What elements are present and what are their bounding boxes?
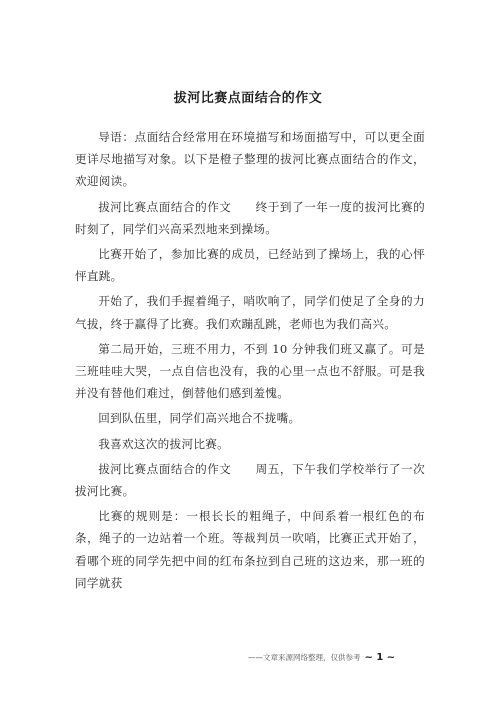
page-footer bbox=[248, 652, 395, 663]
document-title: 拔河比赛点面结合的作文 bbox=[173, 91, 323, 106]
paragraph: 比赛开始了，参加比赛的成员，已经站到了操场上，我的心怦怦直跳。 bbox=[75, 247, 425, 284]
paragraph: 第二局开始，三班不用力，不到 10 分钟我们班又赢了。可是三班哇哇大哭，一点自信也没有，我的心里一点也不舒服。可是我并没有替他们难过，倒替他们感到羞愧。 bbox=[75, 341, 425, 401]
paragraph: 拔河比赛点面结合的作文 终于到了一年一度的拔河比赛的时刻了，同学们兴高采烈地来到操场。 bbox=[75, 199, 425, 236]
paragraph: 开始了，我们手握着绳子，哨吹响了，同学们使足了全身的力气拔，终于赢得了比赛。我们欢蹦乱跳，老师也为我们高兴。 bbox=[75, 294, 425, 331]
paragraph: 导语：点面结合经常用在环境描写和场面描写中，可以更全面更详尽地描写对象。以下是橙子整理的拔河比赛点面结合的作文，欢迎阅读。 bbox=[75, 130, 425, 189]
paragraph: 回到队伍里，同学们高兴地合不拢嘴。 bbox=[98, 411, 301, 426]
paragraph: 比赛的规则是：一根长长的粗绳子，中间系着一根红色的布条，绳子的一边站着一个班。等裁判员一吹哨，比赛正式开始了，看哪个班的同学先把中间的红布条拉到自己班的这边来，那一班的同学就获 bbox=[75, 509, 425, 590]
document-body bbox=[75, 126, 425, 597]
paragraph: 拔河比赛点面结合的作文 周五，下午我们学校举行了一次拔河比赛。 bbox=[75, 461, 425, 499]
page-number: ~ 1 ~ bbox=[364, 652, 396, 663]
footer-source-note: ——文章来源网络整理，仅供参考 bbox=[248, 653, 361, 662]
paragraph: 我喜欢这次的拔河比赛。 bbox=[98, 436, 230, 451]
